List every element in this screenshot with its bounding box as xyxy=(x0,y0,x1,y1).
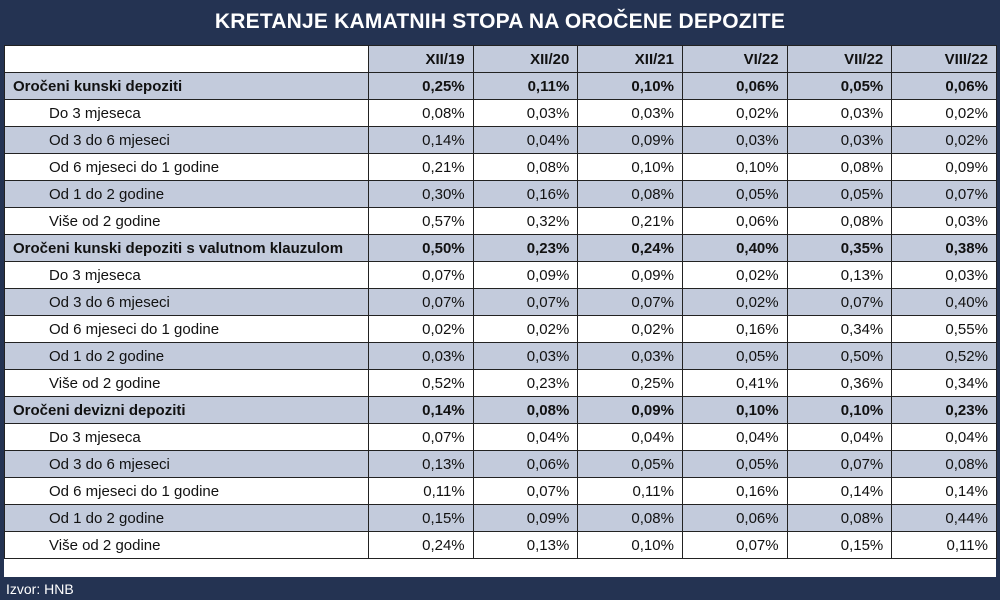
table-row xyxy=(5,478,997,505)
row-label: Od 6 mjeseci do 1 godine xyxy=(5,316,369,343)
row-label: Do 3 mjeseca xyxy=(5,262,369,289)
row-label: Od 3 do 6 mjeseci xyxy=(5,451,369,478)
rate-cell: 0,09% xyxy=(892,154,997,181)
rate-cell: 0,44% xyxy=(892,505,997,532)
rate-cell: 0,03% xyxy=(892,262,997,289)
row-label: Od 6 mjeseci do 1 godine xyxy=(5,154,369,181)
column-header: XII/20 xyxy=(473,46,578,73)
rate-cell: 0,09% xyxy=(578,397,683,424)
group-label: Oročeni kunski depoziti xyxy=(5,73,369,100)
rate-cell: 0,03% xyxy=(892,208,997,235)
table-row xyxy=(5,127,997,154)
rate-cell: 0,23% xyxy=(473,235,578,262)
rate-cell: 0,03% xyxy=(369,343,474,370)
rate-cell: 0,06% xyxy=(473,451,578,478)
rate-cell: 0,14% xyxy=(369,127,474,154)
rate-cell: 0,02% xyxy=(682,262,787,289)
row-label: Od 3 do 6 mjeseci xyxy=(5,127,369,154)
rate-cell: 0,08% xyxy=(473,397,578,424)
rate-cell: 0,35% xyxy=(787,235,892,262)
rate-cell: 0,10% xyxy=(682,154,787,181)
rate-cell: 0,03% xyxy=(473,343,578,370)
rate-cell: 0,07% xyxy=(578,289,683,316)
rate-cell: 0,04% xyxy=(682,424,787,451)
rate-cell: 0,10% xyxy=(578,532,683,559)
rate-cell: 0,07% xyxy=(473,478,578,505)
group-row xyxy=(5,235,997,262)
rate-cell: 0,06% xyxy=(682,505,787,532)
source-note: Izvor: HNB xyxy=(6,581,74,597)
rate-cell: 0,05% xyxy=(787,181,892,208)
rate-cell: 0,08% xyxy=(787,154,892,181)
row-label: Do 3 mjeseca xyxy=(5,424,369,451)
rate-cell: 0,02% xyxy=(892,100,997,127)
table-body xyxy=(5,73,997,559)
table-row xyxy=(5,451,997,478)
rate-cell: 0,02% xyxy=(892,127,997,154)
table-row xyxy=(5,154,997,181)
rate-cell: 0,09% xyxy=(578,127,683,154)
rate-cell: 0,41% xyxy=(682,370,787,397)
rate-cell: 0,24% xyxy=(369,532,474,559)
rate-cell: 0,14% xyxy=(369,397,474,424)
rate-cell: 0,09% xyxy=(473,262,578,289)
rates-table-wrapper xyxy=(4,45,996,577)
rate-cell: 0,06% xyxy=(682,208,787,235)
row-label: Od 1 do 2 godine xyxy=(5,505,369,532)
rate-cell: 0,03% xyxy=(787,100,892,127)
column-header: VII/22 xyxy=(787,46,892,73)
rate-cell: 0,08% xyxy=(787,505,892,532)
rate-cell: 0,03% xyxy=(578,343,683,370)
rate-cell: 0,02% xyxy=(473,316,578,343)
rate-cell: 0,02% xyxy=(578,316,683,343)
rate-cell: 0,05% xyxy=(682,181,787,208)
rate-cell: 0,07% xyxy=(369,262,474,289)
table-row xyxy=(5,100,997,127)
table-row xyxy=(5,208,997,235)
rate-cell: 0,07% xyxy=(473,289,578,316)
rate-cell: 0,08% xyxy=(578,181,683,208)
column-header: XII/19 xyxy=(369,46,474,73)
rate-cell: 0,05% xyxy=(682,451,787,478)
rate-cell: 0,10% xyxy=(578,73,683,100)
rate-cell: 0,15% xyxy=(369,505,474,532)
rate-cell: 0,30% xyxy=(369,181,474,208)
column-header: VI/22 xyxy=(682,46,787,73)
rate-cell: 0,16% xyxy=(682,316,787,343)
rate-cell: 0,08% xyxy=(578,505,683,532)
row-label: Do 3 mjeseca xyxy=(5,100,369,127)
rate-cell: 0,02% xyxy=(682,100,787,127)
rate-cell: 0,55% xyxy=(892,316,997,343)
rate-cell: 0,57% xyxy=(369,208,474,235)
rate-cell: 0,15% xyxy=(787,532,892,559)
row-label: Od 1 do 2 godine xyxy=(5,181,369,208)
rate-cell: 0,10% xyxy=(682,397,787,424)
rate-cell: 0,21% xyxy=(578,208,683,235)
rate-cell: 0,08% xyxy=(369,100,474,127)
rate-cell: 0,09% xyxy=(578,262,683,289)
rate-cell: 0,04% xyxy=(787,424,892,451)
rate-cell: 0,50% xyxy=(369,235,474,262)
rate-cell: 0,08% xyxy=(892,451,997,478)
rate-cell: 0,52% xyxy=(892,343,997,370)
rate-cell: 0,08% xyxy=(787,208,892,235)
rate-cell: 0,02% xyxy=(682,289,787,316)
table-row xyxy=(5,316,997,343)
rate-cell: 0,10% xyxy=(578,154,683,181)
table-row xyxy=(5,505,997,532)
rate-cell: 0,04% xyxy=(578,424,683,451)
column-header: XII/21 xyxy=(578,46,683,73)
table-title: KRETANJE KAMATNIH STOPA NA OROČENE DEPOZITE xyxy=(214,10,786,33)
rate-cell: 0,05% xyxy=(787,73,892,100)
rate-cell: 0,04% xyxy=(473,424,578,451)
group-row xyxy=(5,397,997,424)
rate-cell: 0,11% xyxy=(473,73,578,100)
rate-cell: 0,06% xyxy=(892,73,997,100)
rate-cell: 0,07% xyxy=(682,532,787,559)
rate-cell: 0,11% xyxy=(578,478,683,505)
rate-cell: 0,14% xyxy=(787,478,892,505)
rate-cell: 0,03% xyxy=(682,127,787,154)
group-label: Oročeni devizni depoziti xyxy=(5,397,369,424)
row-label: Od 6 mjeseci do 1 godine xyxy=(5,478,369,505)
rate-cell: 0,06% xyxy=(682,73,787,100)
table-row xyxy=(5,262,997,289)
rate-cell: 0,09% xyxy=(473,505,578,532)
rate-cell: 0,02% xyxy=(369,316,474,343)
rate-cell: 0,40% xyxy=(682,235,787,262)
rate-cell: 0,23% xyxy=(892,397,997,424)
header-row xyxy=(5,46,997,73)
rate-cell: 0,03% xyxy=(578,100,683,127)
column-header: VIII/22 xyxy=(892,46,997,73)
row-label: Više od 2 godine xyxy=(5,532,369,559)
rate-cell: 0,13% xyxy=(473,532,578,559)
rate-cell: 0,34% xyxy=(787,316,892,343)
header-corner-cell xyxy=(5,46,369,73)
rate-cell: 0,05% xyxy=(682,343,787,370)
row-label: Od 1 do 2 godine xyxy=(5,343,369,370)
table-row xyxy=(5,289,997,316)
rate-cell: 0,25% xyxy=(369,73,474,100)
rate-cell: 0,14% xyxy=(892,478,997,505)
rate-cell: 0,16% xyxy=(682,478,787,505)
rate-cell: 0,13% xyxy=(369,451,474,478)
rate-cell: 0,07% xyxy=(787,289,892,316)
rate-cell: 0,52% xyxy=(369,370,474,397)
rate-cell: 0,07% xyxy=(369,289,474,316)
table-row xyxy=(5,370,997,397)
rate-cell: 0,10% xyxy=(787,397,892,424)
group-row xyxy=(5,73,997,100)
rate-cell: 0,07% xyxy=(892,181,997,208)
rate-cell: 0,34% xyxy=(892,370,997,397)
rate-cell: 0,38% xyxy=(892,235,997,262)
rate-cell: 0,07% xyxy=(369,424,474,451)
rates-table xyxy=(4,45,997,559)
rate-cell: 0,03% xyxy=(473,100,578,127)
rate-cell: 0,05% xyxy=(578,451,683,478)
rate-cell: 0,04% xyxy=(473,127,578,154)
rate-cell: 0,16% xyxy=(473,181,578,208)
rate-cell: 0,04% xyxy=(892,424,997,451)
rate-cell: 0,11% xyxy=(369,478,474,505)
table-row xyxy=(5,343,997,370)
rate-cell: 0,03% xyxy=(787,127,892,154)
table-row xyxy=(5,181,997,208)
rate-cell: 0,07% xyxy=(787,451,892,478)
rate-cell: 0,50% xyxy=(787,343,892,370)
rate-cell: 0,23% xyxy=(473,370,578,397)
row-label: Više od 2 godine xyxy=(5,370,369,397)
rate-cell: 0,08% xyxy=(473,154,578,181)
rate-cell: 0,21% xyxy=(369,154,474,181)
row-label: Od 3 do 6 mjeseci xyxy=(5,289,369,316)
rate-cell: 0,13% xyxy=(787,262,892,289)
rate-cell: 0,36% xyxy=(787,370,892,397)
table-row xyxy=(5,424,997,451)
row-label: Više od 2 godine xyxy=(5,208,369,235)
rate-cell: 0,24% xyxy=(578,235,683,262)
rate-cell: 0,11% xyxy=(892,532,997,559)
rate-cell: 0,32% xyxy=(473,208,578,235)
group-label: Oročeni kunski depoziti s valutnom klauzulom xyxy=(5,235,369,262)
rate-cell: 0,40% xyxy=(892,289,997,316)
rate-cell: 0,25% xyxy=(578,370,683,397)
table-row xyxy=(5,532,997,559)
